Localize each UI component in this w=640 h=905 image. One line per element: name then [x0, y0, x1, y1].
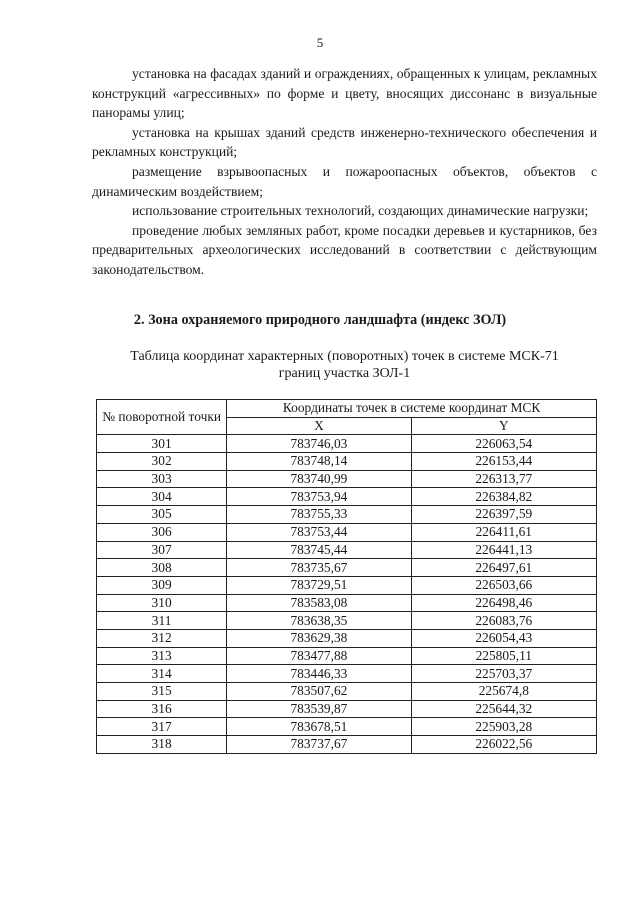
x-coordinate-cell: 783745,44 [227, 541, 411, 559]
y-coordinate-cell: 225644,32 [411, 700, 596, 718]
table-row [97, 506, 597, 524]
table-row [97, 435, 597, 453]
x-coordinate-cell: 783753,94 [227, 488, 411, 506]
table-row [97, 559, 597, 577]
point-number-cell: 316 [97, 700, 227, 718]
point-number-cell: 301 [97, 435, 227, 453]
x-coordinate-cell: 783539,87 [227, 700, 411, 718]
y-coordinate-cell: 226384,82 [411, 488, 596, 506]
y-coordinate-cell: 226498,46 [411, 594, 596, 612]
table-row [97, 612, 597, 630]
point-number-cell: 305 [97, 506, 227, 524]
x-coordinate-cell: 783729,51 [227, 576, 411, 594]
section-title: 2. Зона охраняемого природного ландшафта (индекс ЗОЛ) [133, 312, 507, 328]
table-row [97, 541, 597, 559]
paragraph: установка на крышах зданий средств инженерно-технического обеспечения и рекламных конструкций; [92, 124, 597, 160]
table-row [97, 453, 597, 471]
table-caption [92, 348, 597, 382]
x-coordinate-cell: 783446,33 [227, 665, 411, 683]
y-coordinate-cell: 226313,77 [411, 470, 596, 488]
coordinates-table [96, 399, 597, 754]
header-x: X [227, 417, 411, 435]
restrictions-list [92, 64, 597, 280]
table-row [97, 718, 597, 736]
point-number-cell: 314 [97, 665, 227, 683]
paragraph: проведение любых земляных работ, кроме посадки деревьев и кустарников, без предварительных археологических исследований в соответствии с действующим законодательством. [92, 222, 597, 277]
x-coordinate-cell: 783638,35 [227, 612, 411, 630]
header-point-number: № поворотной точки [97, 400, 227, 435]
x-coordinate-cell: 783629,38 [227, 629, 411, 647]
y-coordinate-cell: 226397,59 [411, 506, 596, 524]
y-coordinate-cell: 226063,54 [411, 435, 596, 453]
x-coordinate-cell: 783753,44 [227, 523, 411, 541]
x-coordinate-cell: 783507,62 [227, 683, 411, 701]
table-body [97, 435, 597, 753]
y-coordinate-cell: 225805,11 [411, 647, 596, 665]
paragraph: использование строительных технологий, создающих динамические нагрузки; [132, 203, 589, 219]
paragraph: установка на фасадах зданий и ограждениях, обращенных к улицам, рекламных конструкций «агрессивных» по форме и цвету, вносящих диссонанс в визуальные панорамы улиц; [92, 66, 597, 121]
table-row [97, 629, 597, 647]
point-number-cell: 315 [97, 683, 227, 701]
table-row [97, 736, 597, 754]
table-row [97, 647, 597, 665]
point-number-cell: 303 [97, 470, 227, 488]
table-row [97, 683, 597, 701]
y-coordinate-cell: 226411,61 [411, 523, 596, 541]
point-number-cell: 318 [97, 736, 227, 754]
table-row [97, 488, 597, 506]
header-y: Y [411, 417, 596, 435]
y-coordinate-cell: 225903,28 [411, 718, 596, 736]
x-coordinate-cell: 783583,08 [227, 594, 411, 612]
header-coordinates: Координаты точек в системе координат МСК [227, 400, 597, 418]
point-number-cell: 310 [97, 594, 227, 612]
x-coordinate-cell: 783678,51 [227, 718, 411, 736]
point-number-cell: 306 [97, 523, 227, 541]
table-row [97, 700, 597, 718]
x-coordinate-cell: 783737,67 [227, 736, 411, 754]
point-number-cell: 304 [97, 488, 227, 506]
y-coordinate-cell: 226022,56 [411, 736, 596, 754]
table-row [97, 576, 597, 594]
y-coordinate-cell: 226497,61 [411, 559, 596, 577]
y-coordinate-cell: 225703,37 [411, 665, 596, 683]
table-caption-line: Таблица координат характерных (поворотных) точек в системе МСК-71 [130, 349, 559, 364]
x-coordinate-cell: 783735,67 [227, 559, 411, 577]
x-coordinate-cell: 783746,03 [227, 435, 411, 453]
table-row [97, 594, 597, 612]
point-number-cell: 317 [97, 718, 227, 736]
point-number-cell: 312 [97, 629, 227, 647]
page-number: 5 [316, 35, 324, 50]
point-number-cell: 307 [97, 541, 227, 559]
point-number-cell: 309 [97, 576, 227, 594]
x-coordinate-cell: 783740,99 [227, 470, 411, 488]
y-coordinate-cell: 226054,43 [411, 629, 596, 647]
y-coordinate-cell: 226153,44 [411, 453, 596, 471]
x-coordinate-cell: 783477,88 [227, 647, 411, 665]
point-number-cell: 302 [97, 453, 227, 471]
table-row [97, 523, 597, 541]
point-number-cell: 313 [97, 647, 227, 665]
table-caption-line: границ участка ЗОЛ-1 [278, 366, 411, 381]
table-row [97, 665, 597, 683]
x-coordinate-cell: 783755,33 [227, 506, 411, 524]
y-coordinate-cell: 226503,66 [411, 576, 596, 594]
paragraph: размещение взрывоопасных и пожароопасных объектов, объектов с динамическим воздействием; [92, 163, 597, 199]
point-number-cell: 308 [97, 559, 227, 577]
x-coordinate-cell: 783748,14 [227, 453, 411, 471]
point-number-cell: 311 [97, 612, 227, 630]
y-coordinate-cell: 226441,13 [411, 541, 596, 559]
y-coordinate-cell: 225674,8 [411, 683, 596, 701]
table-row [97, 470, 597, 488]
y-coordinate-cell: 226083,76 [411, 612, 596, 630]
